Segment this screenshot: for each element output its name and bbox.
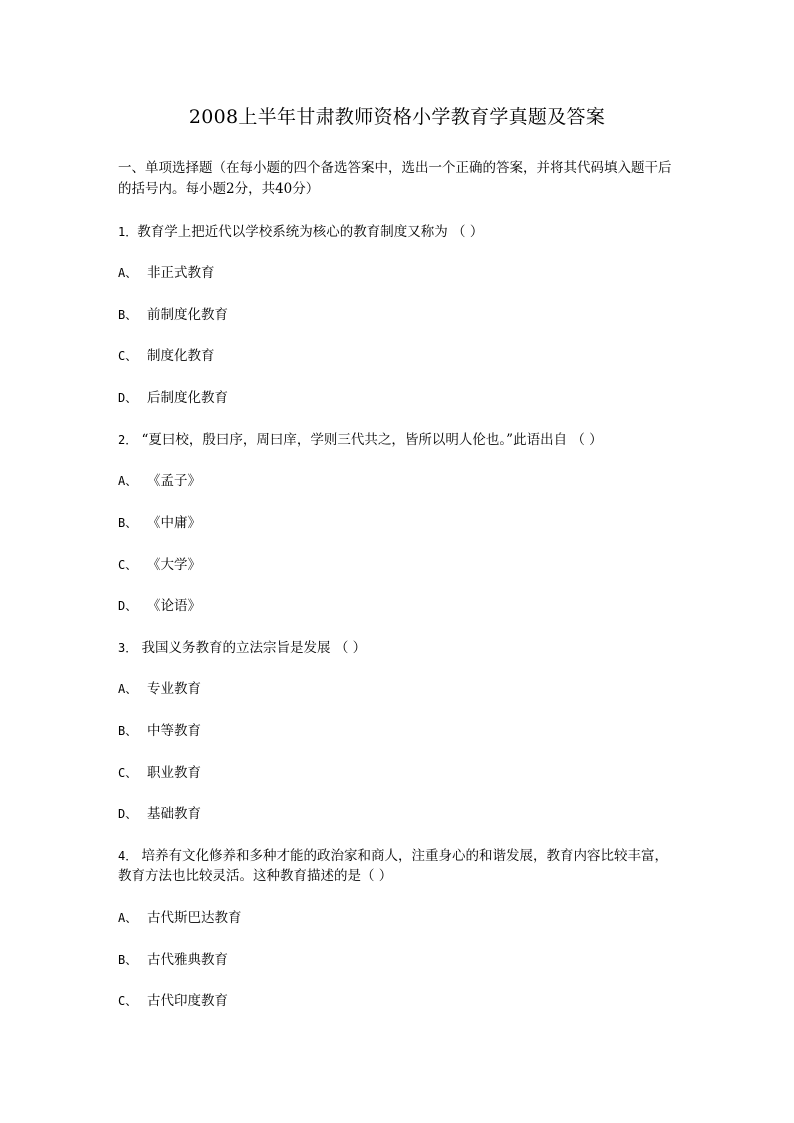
- option-letter: B、: [118, 308, 138, 322]
- question-2: [118, 430, 678, 450]
- question-stem: 培养有文化修养和多种才能的政治家和商人，注重身心的和谐发展，教育内容比较丰富，教育方法也比较灵活。这种教育描述的是（ ）: [118, 848, 669, 884]
- option-text: 专业教育: [147, 681, 201, 697]
- question-4: [118, 846, 678, 886]
- option-letter: C、: [118, 994, 138, 1008]
- option-letter: A、: [118, 266, 138, 280]
- question-stem: 我国义务教育的立法宗旨是发展 （ ）: [137, 640, 367, 656]
- question-1-option-a: [118, 263, 678, 283]
- option-text: 职业教育: [147, 765, 201, 781]
- option-letter: D、: [118, 391, 138, 405]
- option-text: 非正式教育: [147, 265, 215, 281]
- option-letter: C、: [118, 766, 138, 780]
- option-text: 中等教育: [147, 723, 201, 739]
- option-text: 制度化教育: [147, 348, 215, 364]
- option-letter: B、: [118, 724, 138, 738]
- question-3-option-c: [118, 763, 678, 783]
- option-letter: A、: [118, 474, 138, 488]
- question-3-option-d: [118, 804, 678, 824]
- option-letter: D、: [118, 599, 138, 613]
- question-number: 1．: [118, 225, 138, 239]
- question-2-option-b: [118, 513, 678, 533]
- question-4-option-c: [118, 991, 678, 1011]
- question-stem: 教育学上把近代以学校系统为核心的教育制度又称为 （ ）: [137, 224, 484, 240]
- option-text: 基础教育: [147, 806, 201, 822]
- option-text: 后制度化教育: [147, 390, 228, 406]
- option-text: 《孟子》: [147, 473, 201, 489]
- question-1-option-c: [118, 346, 678, 366]
- question-number: 3．: [118, 641, 138, 655]
- option-letter: C、: [118, 558, 138, 572]
- question-number: 2．: [118, 433, 138, 447]
- question-2-option-c: [118, 555, 678, 575]
- question-4-option-a: [118, 908, 678, 928]
- question-1: [118, 222, 678, 242]
- option-text: 前制度化教育: [147, 307, 228, 323]
- question-3: [118, 638, 678, 658]
- option-text: 《大学》: [147, 557, 201, 573]
- option-letter: A、: [118, 682, 138, 696]
- option-letter: B、: [118, 516, 138, 530]
- question-number: 4．: [118, 849, 138, 863]
- question-4-option-b: [118, 950, 678, 970]
- question-3-option-b: [118, 721, 678, 741]
- option-letter: C、: [118, 349, 138, 363]
- option-letter: D、: [118, 807, 138, 821]
- document-title: 2008上半年甘肃教师资格小学教育学真题及答案: [188, 106, 606, 128]
- question-stem: “夏曰校，殷曰序，周曰庠，学则三代共之，皆所以明人伦也。”此语出自 （ ）: [137, 432, 603, 448]
- option-text: 《中庸》: [147, 515, 201, 531]
- option-letter: B、: [118, 953, 138, 967]
- option-text: 古代印度教育: [147, 993, 228, 1009]
- question-1-option-b: [118, 305, 678, 325]
- option-text: 古代斯巴达教育: [147, 910, 242, 926]
- option-text: 《论语》: [147, 598, 201, 614]
- section-heading: 一、单项选择题（在每小题的四个备选答案中，选出一个正确的答案，并将其代码填入题干后的括号内。每小题2分，共40分）: [118, 160, 672, 197]
- option-letter: A、: [118, 911, 138, 925]
- question-1-option-d: [118, 388, 678, 408]
- option-text: 古代雅典教育: [147, 952, 228, 968]
- question-2-option-a: [118, 471, 678, 491]
- question-3-option-a: [118, 679, 678, 699]
- question-2-option-d: [118, 596, 678, 616]
